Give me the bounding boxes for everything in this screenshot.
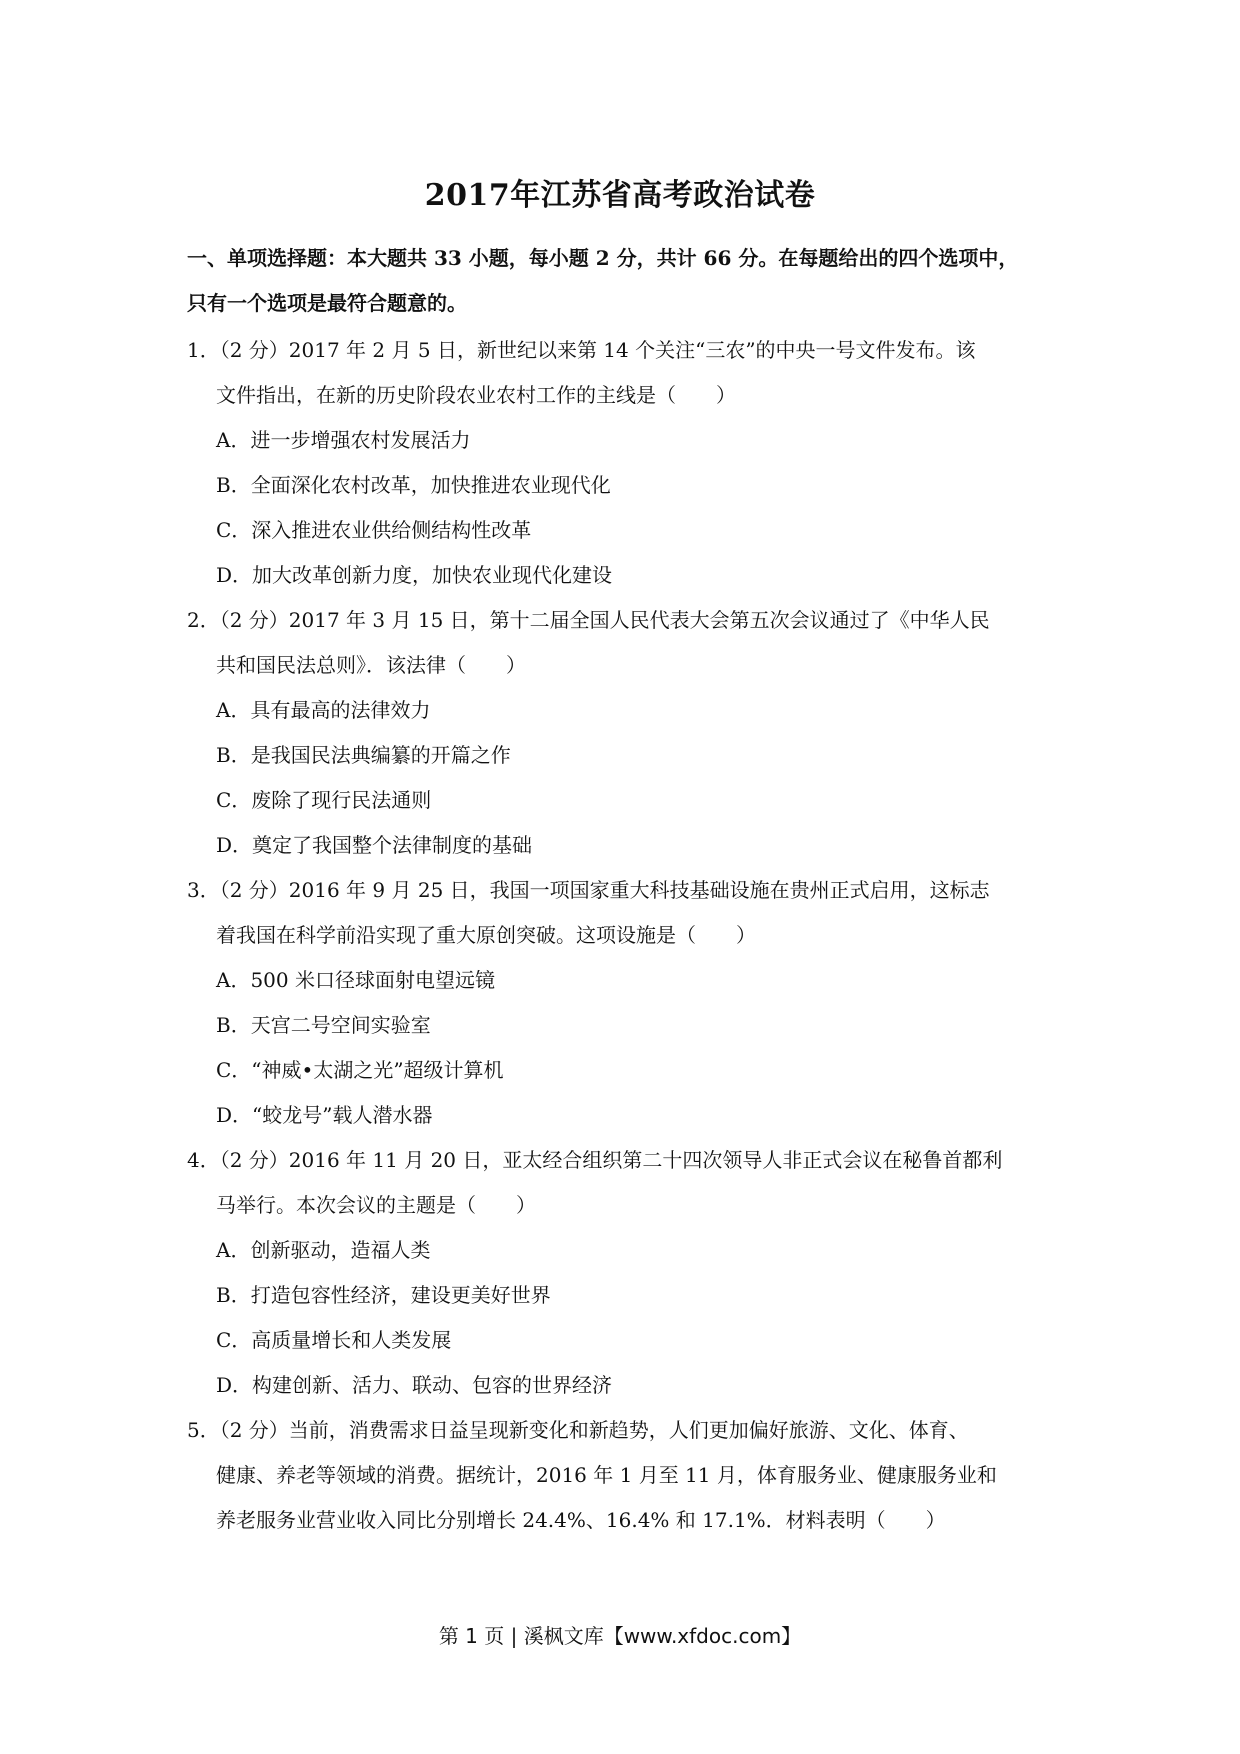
page-footer: 第 1 页 | 溪枫文库【www.xfdoc.com】 [438, 1624, 802, 1648]
section-heading-line2: 只有一个选项是最符合题意的。 [187, 291, 467, 315]
question-stem-continuation: 共和国民法总则》．该法律（ ） [216, 653, 526, 677]
option-b: B．是我国民法典编纂的开篇之作 [216, 743, 511, 767]
question-stem: 1．（2 分）2017 年 2 月 5 日，新世纪以来第 14 个关注“三农”的中央一号文件发布。该 [187, 338, 976, 362]
option-d: D．“蛟龙号”载人潜水器 [216, 1103, 433, 1127]
option-b: B．全面深化农村改革，加快推进农业现代化 [216, 473, 611, 497]
question-stem: 5．（2 分）当前，消费需求日益呈现新变化和新趋势，人们更加偏好旅游、文化、体育、 [187, 1418, 969, 1442]
section-heading-line1: 一、单项选择题：本大题共 33 小题，每小题 2 分，共计 66 分。在每题给出的四个选项中， [187, 246, 1019, 270]
option-a: A．具有最高的法律效力 [216, 698, 431, 722]
question-stem-continuation: 着我国在科学前沿实现了重大原创突破。这项设施是（ ） [216, 923, 756, 947]
question-stem: 4．（2 分）2016 年 11 月 20 日，亚太经合组织第二十四次领导人非正式会议在秘鲁首都利 [187, 1148, 1003, 1172]
question-stem: 3．（2 分）2016 年 9 月 25 日，我国一项国家重大科技基础设施在贵州正式启用，这标志 [187, 878, 990, 902]
option-b: B．天宫二号空间实验室 [216, 1013, 431, 1037]
option-d: D．奠定了我国整个法律制度的基础 [216, 833, 533, 857]
option-d: D．构建创新、活力、联动、包容的世界经济 [216, 1373, 613, 1397]
question-stem-continuation: 健康、养老等领域的消费。据统计，2016 年 1 月至 11 月，体育服务业、健康服务业和 [216, 1463, 997, 1487]
question-stem-continuation: 文件指出，在新的历史阶段农业农村工作的主线是（ ） [216, 383, 736, 407]
question-stem-continuation: 养老服务业营业收入同比分别增长 24.4%、16.4% 和 17.1%．材料表明（ ） [216, 1508, 946, 1532]
question-stem-continuation: 马举行。本次会议的主题是（ ） [216, 1193, 536, 1217]
option-c: C．深入推进农业供给侧结构性改革 [216, 518, 532, 542]
page-title: 2017年江苏省高考政治试卷 [424, 178, 816, 213]
option-a: A．500 米口径球面射电望远镜 [216, 968, 495, 992]
option-a: A．进一步增强农村发展活力 [216, 428, 471, 452]
option-c: C．“神威•太湖之光”超级计算机 [216, 1058, 504, 1082]
option-a: A．创新驱动，造福人类 [216, 1238, 431, 1262]
option-d: D．加大改革创新力度，加快农业现代化建设 [216, 563, 613, 587]
option-b: B．打造包容性经济，建设更美好世界 [216, 1283, 551, 1307]
question-stem: 2．（2 分）2017 年 3 月 15 日，第十二届全国人民代表大会第五次会议通过了《中华人民 [187, 608, 990, 632]
option-c: C．高质量增长和人类发展 [216, 1328, 452, 1352]
option-c: C．废除了现行民法通则 [216, 788, 432, 812]
